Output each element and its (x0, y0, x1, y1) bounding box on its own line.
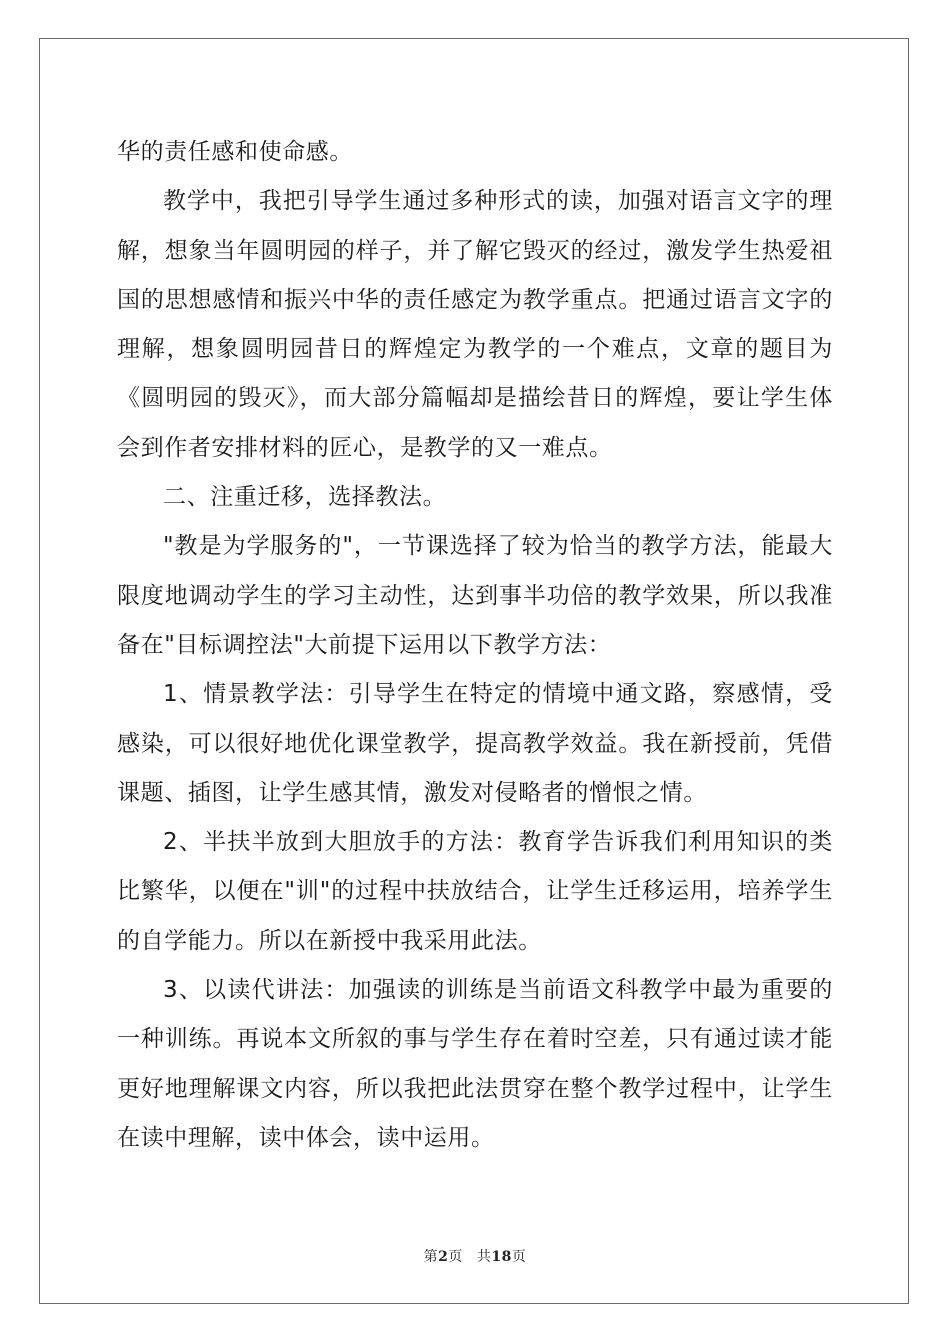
paragraph-5: 1、情景教学法：引导学生在特定的情境中通文路，察感情，受感染，可以很好地优化课堂教学，提高教学效益。我在新授前，凭借课题、插图，让学生感其情，激发对侵略者的憎恨之情。 (117, 681, 833, 806)
paragraph-1: 华的责任感和使命感。 (117, 139, 353, 165)
page-footer (0, 1246, 950, 1266)
paragraph-2: 教学中，我把引导学生通过多种形式的读，加强对语言文字的理解，想象当年圆明园的样子，并了解它毁灭的经过，激发学生热爱祖国的思想感情和振兴中华的责任感定为教学重点。把通过语言文字的理解，想象圆明园昔日的辉煌定为教学的一个难点，文章的题目为《圆明园的毁灭》，而大部分篇幅却是描绘昔日的辉煌，要让学生体会到作者安排材料的匠心，是教学的又一难点。 (117, 188, 833, 461)
document-body (117, 128, 833, 1163)
total-pages: 18 (491, 1249, 512, 1265)
total-prefix: 共 (476, 1249, 492, 1265)
page-suffix: 页 (448, 1249, 463, 1265)
page-prefix: 第 (423, 1249, 439, 1265)
paragraph-6: 2、半扶半放到大胆放手的方法：教育学告诉我们利用知识的类比繁华，以便在"训"的过程中扶放结合，让学生迁移运用，培养学生的自学能力。所以在新授中我采用此法。 (117, 829, 833, 954)
section-heading: 二、注重迁移，选择教法。 (163, 484, 447, 511)
paragraph-7: 3、以读代讲法：加强读的训练是当前语文科教学中最为重要的一种训练。再说本文所叙的事与学生存在着时空差，只有通过读才能更好地理解课文内容，所以我把此法贯穿在整个教学过程中，让学生在读中理解，读中体会，读中运用。 (117, 977, 833, 1151)
total-suffix: 页 (511, 1249, 527, 1265)
paragraph-4: "教是为学服务的"，一节课选择了较为恰当的教学方法，能最大限度地调动学生的学习主动性，达到事半功倍的教学效果，所以我准备在"目标调控法"大前提下运用以下教学方法： (117, 533, 833, 658)
page-number: 2 (438, 1249, 449, 1265)
